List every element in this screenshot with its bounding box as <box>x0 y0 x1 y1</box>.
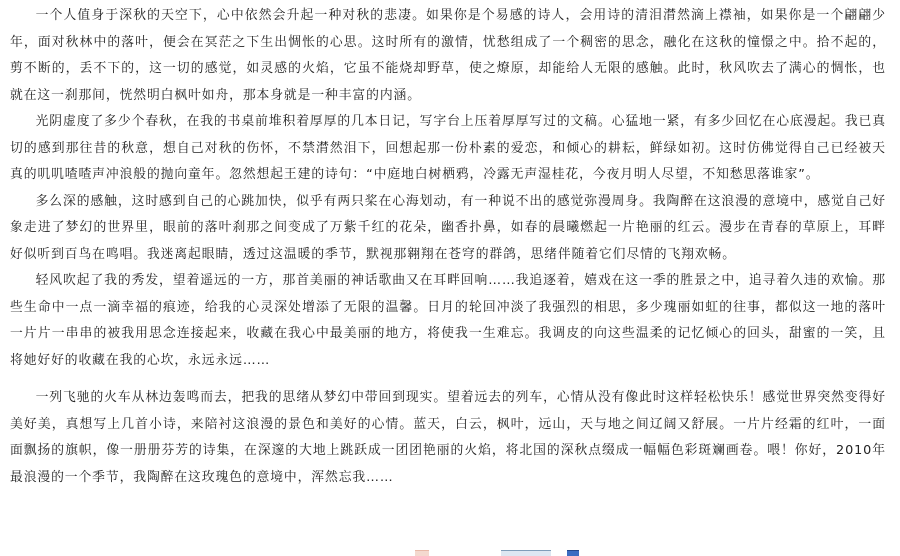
paragraph-1: 一个人值身于深秋的天空下，心中依然会升起一种对秋的悲凄。如果你是个易感的诗人，会用诗的清泪潸然滴上襟袖，如果你是一个翩翩少年，面对秋林中的落叶，便会在冥茫之下生出惆怅的心思。这时所有的激情，忧愁组成了一个稠密的思念，融化在这秋的憧憬之中。拾不起的，剪不断的，丢不下的，这一切的感觉，如灵感的火焰，它虽不能烧却野草，使之燎原，却能给人无限的感触。此时，秋风吹去了满心的惆怅，也就在这一刹那间，恍然明白枫叶如舟，那本身就是一种丰富的内涵。 <box>10 8 886 103</box>
share-icon[interactable] <box>415 550 429 556</box>
paragraph-3: 多么深的感触，这时感到自己的心跳加快，似乎有两只桨在心海划动，有一种说不出的感觉弥漫周身。我陶醉在这浪漫的意境中，感觉自己好象走进了梦幻的世界里，眼前的落叶刹那之间变成了万紫千红的花朵，幽香扑鼻，如春的晨曦燃起一片艳丽的红云。漫步在青春的草原上，耳畔好似听到百鸟在鸣唱。我迷离起眼睛，透过这温暖的季节，默视那翱翔在苍穹的群鸽，思绪伴随着它们尽情的飞翔欢畅。 <box>10 193 886 262</box>
action-button[interactable] <box>501 550 551 556</box>
nav-icon[interactable] <box>567 550 579 556</box>
footer-toolbar <box>415 550 615 555</box>
paragraph-2: 光阴虚度了多少个春秋，在我的书桌前堆积着厚厚的几本日记，写字台上压着厚厚写过的文稿。心猛地一紧，有多少回忆在心底漫起。我已真切的感到那往昔的秋意，想自己对秋的伤怀，不禁潸然泪下，回想起那一份朴素的爱恋，和倾心的耕耘，鲜绿如初。这时仿佛觉得自己已经被天真的叽叽喳喳声冲浪般的抛向童年。忽然想起王建的诗句：“中庭地白树栖鸦，冷露无声湿桂花，今夜月明人尽望，不知愁思落谁家”。 <box>10 114 886 182</box>
paragraph-5: 一列飞驰的火车从林边轰鸣而去，把我的思绪从梦幻中带回到现实。望着远去的列车，心情从没有像此时这样轻松快乐！感觉世界突然变得好美好美，真想写上几首小诗，来陪衬这浪漫的景色和美好的心情。蓝天，白云，枫叶，远山，天与地之间辽阔又舒展。一片片经霜的红叶，一面面飘扬的旗帜，像一册册芬芳的诗集，在深邃的大地上跳跃成一团团艳丽的火焰，将北国的深秋点缀成一幅幅色彩斑斓画卷。喂！你好，2010年最浪漫的一个季节，我陶醉在这玫瑰色的意境中，浑然忘我…… <box>10 390 886 485</box>
paragraph-4: 轻风吹起了我的秀发，望着遥远的一方，那首美丽的神话歌曲又在耳畔回响……我追逐着，嬉戏在这一季的胜景之中，追寻着久违的欢愉。那些生命中一点一滴幸福的痕迹，给我的心灵深处增添了无限的温馨。日月的轮回冲淡了我强烈的相思，多少瑰丽如虹的往事，都似这一地的落叶一片片一串串的被我用思念连接起来，收藏在我心中最美丽的地方，将使我一生难忘。我调皮的向这些温柔的记忆倾心的回头，甜蜜的一笑，且将她好好的收藏在我的心坎，永远永远…… <box>10 273 886 368</box>
paragraph-spacer <box>0 374 900 385</box>
